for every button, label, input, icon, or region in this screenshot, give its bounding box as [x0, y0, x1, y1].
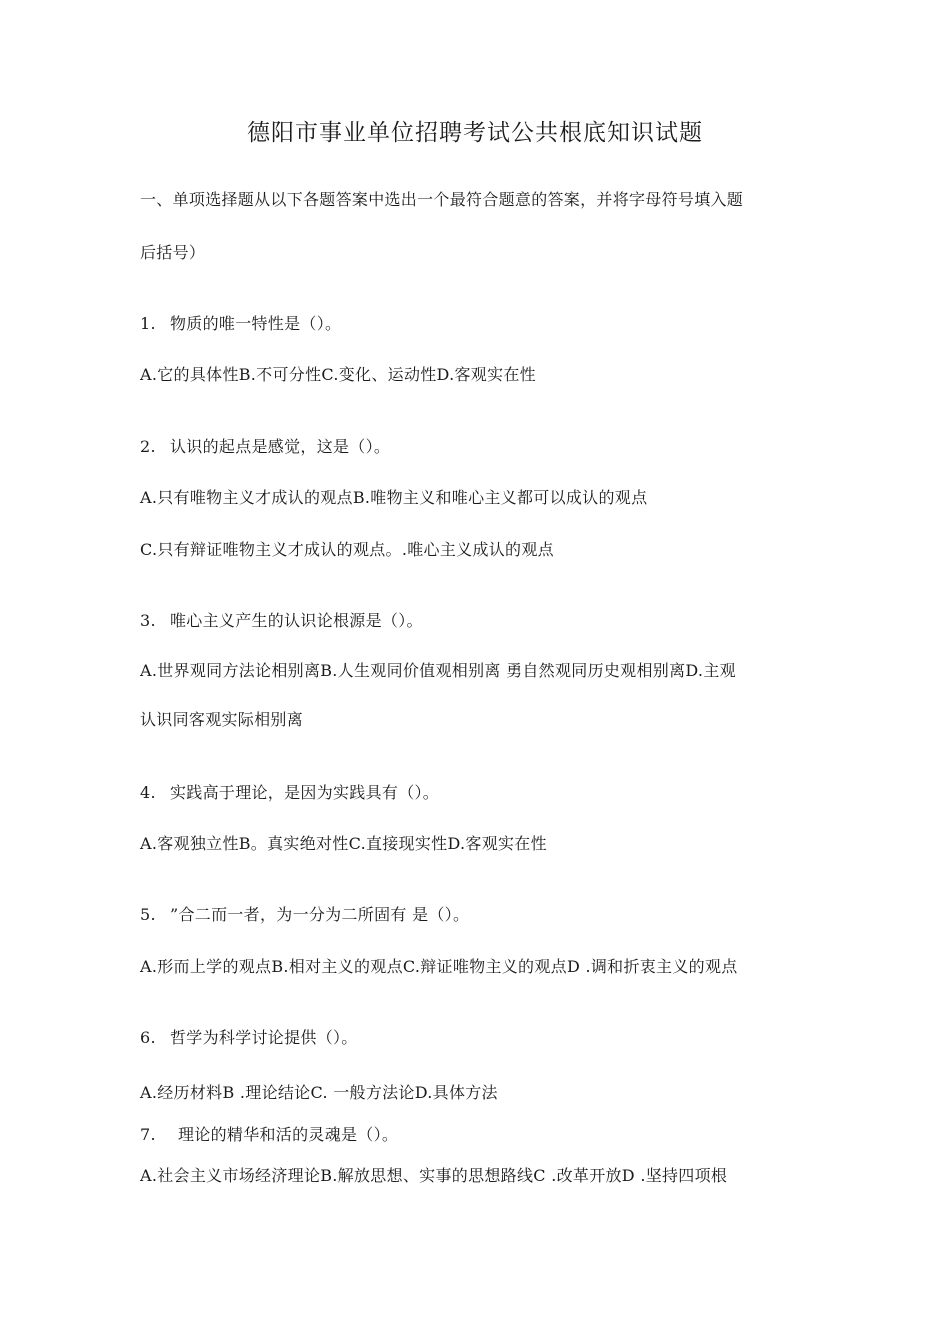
question-3-options-line-1: A.世界观同方法论相别离B.人生观同价值观相别离 勇自然观同历史观相别离D.主观: [140, 661, 736, 680]
question-3-options-line-2: 认识同客观实际相别离: [140, 710, 304, 729]
question-number: 4.: [140, 783, 156, 802]
question-6-options: A.经历材料B .理论结论C. 一般方法论D.具体方法: [140, 1083, 498, 1102]
question-number: 7.: [140, 1125, 156, 1144]
question-1-stem: [140, 313, 341, 335]
question-text: 认识的起点是感觉，这是（）。: [170, 437, 391, 456]
question-7-stem: [140, 1124, 398, 1146]
question-2-options-line-2: C.只有辩证唯物主义才成认的观点。.唯心主义成认的观点: [140, 540, 554, 559]
document-title: 德阳市事业单位招聘考试公共根底知识试题: [247, 120, 703, 146]
question-text: 唯心主义产生的认识论根源是（）。: [170, 611, 423, 630]
question-text: 哲学为科学讨论提供（）。: [170, 1028, 358, 1047]
question-5-stem: [140, 904, 469, 926]
question-number: 2.: [140, 437, 156, 456]
question-text: 理论的精华和活的灵魂是（）。: [178, 1125, 399, 1144]
question-number: 5.: [140, 905, 156, 924]
question-number: 3.: [140, 611, 156, 630]
question-5-options: A.形而上学的观点B.相对主义的观点C.辩证唯物主义的观点D .调和折衷主义的观点: [140, 957, 738, 976]
question-2-options-line-1: A.只有唯物主义才成认的观点B.唯物主义和唯心主义都可以成认的观点: [140, 488, 648, 507]
question-7-options: A.社会主义市场经济理论B.解放思想、实事的思想路线C .改革开放D .坚持四项根: [140, 1166, 728, 1185]
question-1-options: A.它的具体性B.不可分性C.变化、运动性D.客观实在性: [140, 365, 536, 384]
question-4-options: A.客观独立性B。真实绝对性C.直接现实性D.客观实在性: [140, 834, 547, 853]
question-text: 实践高于理论，是因为实践具有（）。: [170, 783, 440, 802]
section-heading-line-1: 一、单项选择题从以下各题答案中选出一个最符合题意的答案，并将字母符号填入题: [140, 190, 744, 209]
question-number: 1.: [140, 314, 156, 333]
question-3-stem: [140, 610, 423, 632]
question-4-stem: [140, 782, 439, 804]
question-2-stem: [140, 436, 390, 458]
question-number: 6.: [140, 1028, 156, 1047]
section-heading-line-2: 后括号）: [140, 243, 206, 262]
question-text: 物质的唯一特性是（）。: [170, 314, 342, 333]
question-text: ”合二而一者，为一分为二所固有 是（）。: [170, 905, 470, 924]
question-6-stem: [140, 1027, 358, 1049]
